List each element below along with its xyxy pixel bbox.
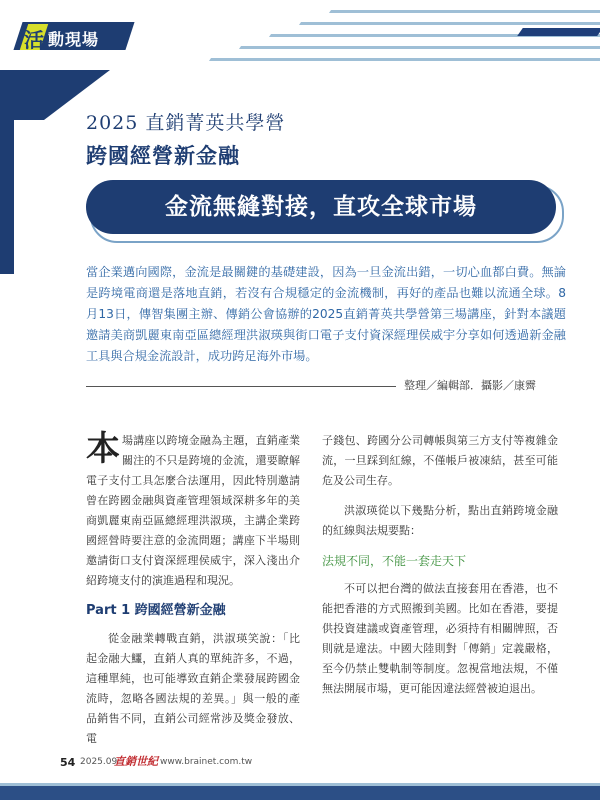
footer-bar bbox=[0, 786, 600, 800]
body-column-right bbox=[322, 431, 558, 709]
issue-date: 2025.09 bbox=[80, 757, 118, 767]
body-paragraph: 洪淑瑛從以下幾點分析，點出直銷跨境金融的紅線與法規要點： bbox=[322, 504, 558, 537]
left-accent-bar bbox=[0, 94, 14, 274]
sub-heading: 法規不同，不能一套走天下 bbox=[322, 554, 467, 568]
section-tag-label: 動現場 bbox=[48, 30, 100, 49]
section-tag bbox=[18, 18, 130, 54]
main-title: 跨國經營新金融 bbox=[86, 144, 240, 168]
credit: 整理／編輯部．攝影／康霽 bbox=[404, 379, 536, 392]
lead-paragraph: 當企業邁向國際，金流是最關鍵的基礎建設，因為一旦金流出錯，一切心血都白費。無論是跨境電商還是落地直銷，若沒有合規穩定的金流機制，再好的產品也難以流通全球。8月13日，傳智集團主辦、傳銷公會協辦的2025直銷菁英共學營第三場講座，針對本議題邀請美商凱麗東南亞區總經理洪淑瑛與街口電子支付資深經理侯威宇分享如何透過新金融工具與合規金流設計，成功跨足海外市場。 bbox=[86, 265, 566, 363]
headline: 金流無縫對接，直攻全球市場 bbox=[165, 194, 477, 220]
body-paragraph: 子錢包、跨國分公司轉帳與第三方支付等複雜金流，一旦踩到紅線，不僅帳戶被凍結，甚至可能危及公司生存。 bbox=[322, 434, 558, 487]
body-paragraph: 不可以把台灣的做法直接套用在香港，也不能把香港的方式照搬到美國。比如在香港，要提供投資建議或資產管理，必須持有相關牌照，否則就是違法。中國大陸則對「傳銷」定義嚴格，至今仍禁止雙軌制等制度。忽視當地法規，不僅無法開展市場，更可能因違法經營被迫退出。 bbox=[322, 582, 558, 695]
website: www.brainet.com.tw bbox=[160, 757, 253, 767]
credit-divider bbox=[86, 386, 396, 387]
body-paragraph: 從金融業轉戰直銷，洪淑瑛笑說：「比起金融大鱷，直銷人真的單純許多，不過，這種單純，也可能導致直銷企業發展跨國金流時，忽略各國法規的差異。」與一般的產品銷售不同，直銷公司經常涉及獎金發放、電 bbox=[86, 632, 300, 745]
body-column-left bbox=[86, 431, 300, 759]
magazine-logo: 直銷世紀 bbox=[114, 755, 158, 768]
series-title: 2025 直銷菁英共學營 bbox=[86, 112, 286, 134]
drop-cap: 本 bbox=[86, 429, 120, 469]
body-paragraph: 本場講座以跨境金融為主題，直銷產業關注的不只是跨境的金流，還要瞭解電子支付工具怎麼合法運用，因此特別邀請曾在跨國金融與資產管理領域深耕多年的美商凱麗東南亞區總經理洪淑瑛，主講企業跨國經營時要注意的金流問題；講座下半場則邀請街口支付資深經理侯威宇，深入淺出介紹跨境支付的演進過程和現況。 bbox=[86, 429, 300, 587]
part-heading: Part 1 跨國經營新金融 bbox=[86, 603, 226, 618]
headline-banner bbox=[86, 180, 556, 234]
section-tag-highlight: 活 bbox=[24, 28, 44, 52]
page-number: 54 bbox=[60, 756, 76, 769]
